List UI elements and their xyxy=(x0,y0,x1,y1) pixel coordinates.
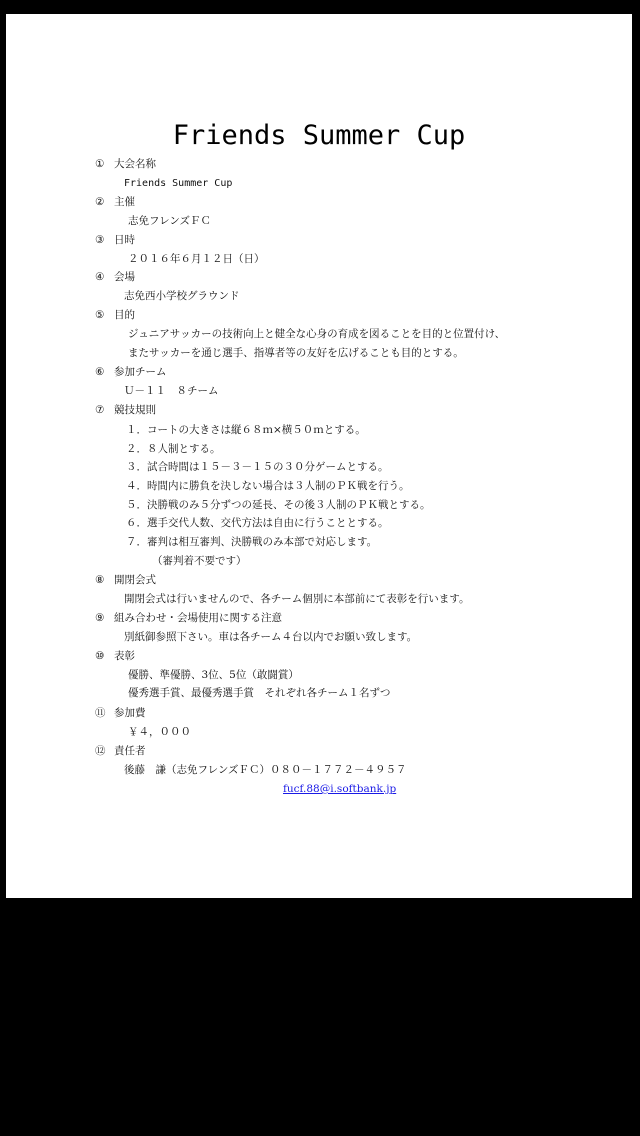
section-heading: 開閉会式 xyxy=(114,574,156,586)
section-heading: 日時 xyxy=(114,234,135,246)
section-heading: 会場 xyxy=(114,271,135,283)
section-text: 志免西小学校グラウンド xyxy=(124,290,240,302)
rule-item: ６．選手交代人数、交代方法は自由に行うこととする。 xyxy=(126,517,389,529)
section-heading: 参加チーム xyxy=(114,366,167,378)
section-heading: 責任者 xyxy=(114,745,146,757)
section-number: ⑩ xyxy=(95,650,105,662)
section-number: ③ xyxy=(95,234,105,246)
section-text: ２０１６年６月１２日（日） xyxy=(128,253,265,265)
section-text: 別紙御参照下さい。車は各チーム４台以内でお願い致します。 xyxy=(124,631,418,643)
rule-item: ５．決勝戦のみ５分ずつの延長、その後３人制のＰＫ戦とする。 xyxy=(126,499,431,511)
section-text: 開閉会式は行いませんので、各チーム個別に本部前にて表彰を行います。 xyxy=(124,593,470,605)
section-text: またサッカーを通じ選手、指導者等の友好を広げることも目的とする。 xyxy=(128,347,464,359)
fee-value: ￥４，０００ xyxy=(128,726,191,738)
section-text: 優秀選手賞、最優秀選手賞 それぞれ各チーム１名ずつ xyxy=(128,687,391,699)
section-heading: 組み合わせ・会場使用に関する注意 xyxy=(114,612,282,624)
section-number: ⑨ xyxy=(95,612,105,624)
contact-text: 後藤 謙（志免フレンズＦＣ）０８０－１７７２－４９５７ xyxy=(124,764,407,776)
section-number: ② xyxy=(95,196,105,208)
rule-item: ４．時間内に勝負を決しない場合は３人制のＰＫ戦を行う。 xyxy=(126,480,410,492)
section-number: ① xyxy=(95,158,105,170)
section-heading: 参加費 xyxy=(114,707,146,719)
section-number: ⑥ xyxy=(95,366,105,378)
section-number: ⑧ xyxy=(95,574,105,586)
rule-item: ２．８人制とする。 xyxy=(126,443,221,455)
section-heading: 目的 xyxy=(114,309,135,321)
section-text: Ｕ－１１ ８チーム xyxy=(124,385,219,397)
document-page xyxy=(6,14,632,898)
rule-item: ３．試合時間は１５－３－１５の３０分ゲームとする。 xyxy=(126,461,389,473)
section-text: 志免フレンズＦＣ xyxy=(128,215,212,227)
section-text: 優勝、準優勝、3位、5位（敢闘賞） xyxy=(128,669,299,681)
section-heading: 表彰 xyxy=(114,650,135,662)
rule-item: ７．審判は相互審判、決勝戦のみ本部で対応します。 xyxy=(126,536,378,548)
email-link[interactable]: fucf.88@i.softbank.jp xyxy=(283,783,397,795)
document-title: Friends Summer Cup xyxy=(172,120,466,151)
section-heading: 主催 xyxy=(114,196,135,208)
rule-item: １．コートの大きさは縦６８ｍ×横５０ｍとする。 xyxy=(126,424,366,436)
section-heading: 競技規則 xyxy=(114,404,156,416)
section-heading: 大会名称 xyxy=(114,158,156,170)
section-text: ジュニアサッカーの技術向上と健全な心身の育成を図ることを目的と位置付け、 xyxy=(128,328,506,340)
section-number: ⑫ xyxy=(95,745,106,757)
section-number: ⑪ xyxy=(95,707,106,719)
section-number: ④ xyxy=(95,271,105,283)
section-number: ⑦ xyxy=(95,404,105,416)
section-number: ⑤ xyxy=(95,309,105,321)
section-text: Friends Summer Cup xyxy=(124,178,233,189)
rule-note: （審判着不要です） xyxy=(152,555,247,567)
